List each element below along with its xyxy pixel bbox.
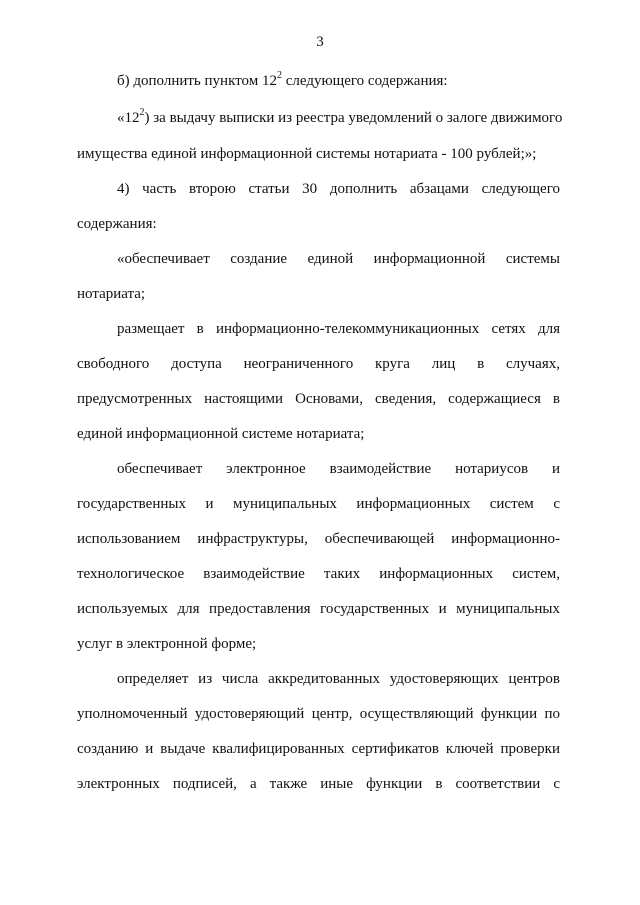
text-line: свободного доступа неограниченного круга лиц в случаях,	[77, 356, 560, 372]
text-line: нотариата;	[77, 286, 146, 302]
text-segment: следующего содержания:	[281, 73, 448, 89]
superscript: 2	[276, 70, 282, 81]
text-line: уполномоченный удостоверяющий центр, осуществляющий функции по	[77, 706, 560, 722]
text-line: используемых для предоставления государственных и муниципальных	[77, 601, 560, 617]
paragraph-interaction: обеспечивает электронное взаимодействие нотариусов и	[117, 461, 560, 477]
text-line: электронных подписей, а также иные функции в соответствии с	[77, 776, 560, 792]
paragraph-b	[117, 72, 560, 90]
text-line: предусмотренных настоящими Основами, сведения, содержащиеся в	[77, 391, 560, 407]
text-line: имущества единой информационной системы нотариата - 100 рублей;»;	[77, 146, 537, 162]
page-number: 3	[316, 34, 324, 50]
text-segment: б) дополнить пунктом 12	[117, 73, 277, 89]
text-line: содержания:	[77, 216, 157, 232]
text-line: созданию и выдаче квалифицированных сертификатов ключей проверки	[77, 741, 560, 757]
text-line: государственных и муниципальных информационных систем с	[77, 496, 560, 512]
paragraph-12-2	[117, 107, 563, 127]
text-line: технологическое взаимодействие таких информационных систем,	[77, 566, 560, 582]
paragraph-places: размещает в информационно-телекоммуникационных сетях для	[117, 321, 560, 337]
text-segment: «12	[117, 110, 140, 126]
text-segment: ) за выдачу выписки из реестра уведомлений о залоге движимого	[144, 110, 563, 126]
superscript: 2	[139, 107, 145, 118]
text-line: услуг в электронной форме;	[77, 636, 257, 652]
text-line: использованием инфраструктуры, обеспечивающей информационно-	[77, 531, 560, 547]
paragraph-provides-system: «обеспечивает создание единой информационной системы	[117, 251, 560, 267]
paragraph-4: 4) часть второю статьи 30 дополнить абзацами следующего	[117, 181, 560, 197]
paragraph-certification-center: определяет из числа аккредитованных удостоверяющих центров	[117, 671, 560, 687]
text-line: единой информационной системе нотариата;	[77, 426, 365, 442]
